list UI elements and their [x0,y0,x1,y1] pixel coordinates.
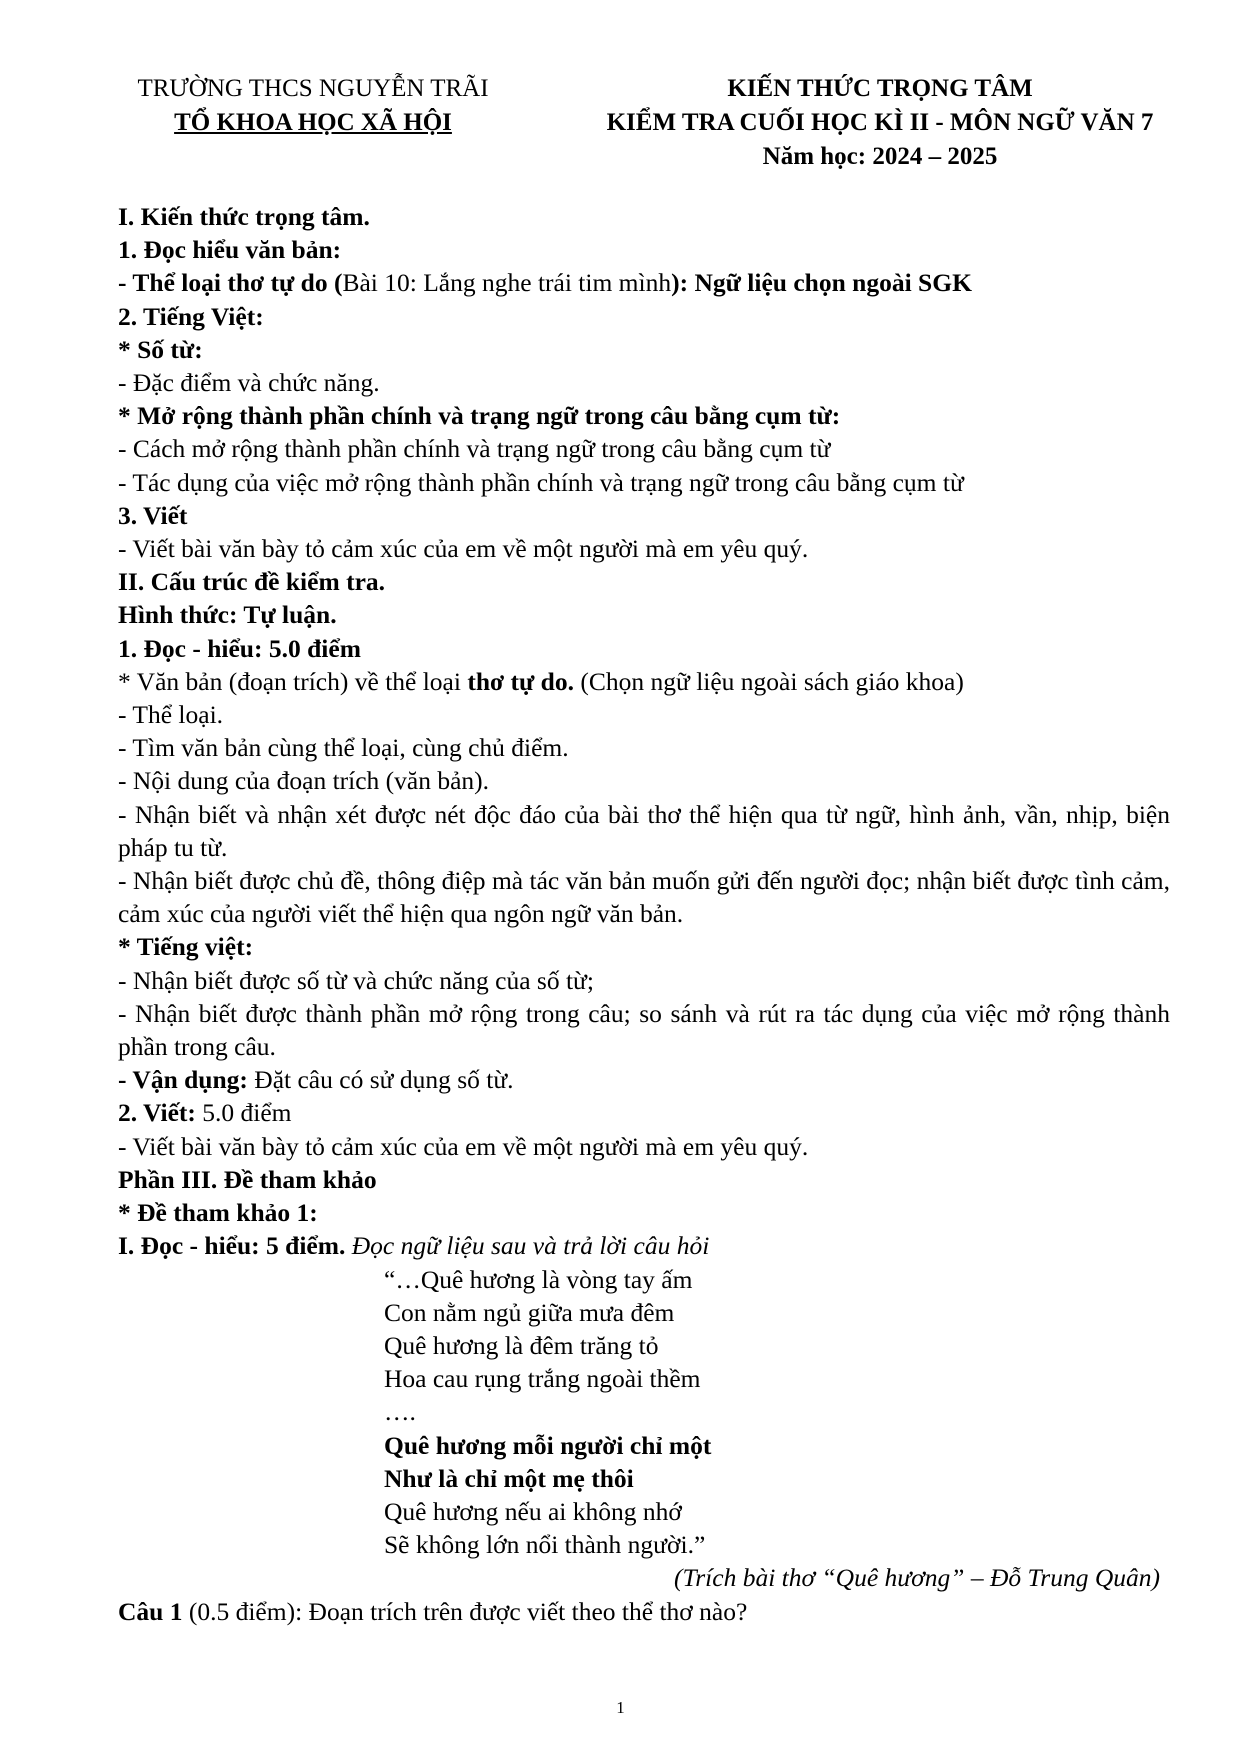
header-right [570,72,1190,174]
section-heading: Phần III. Đề tham khảo [118,1164,377,1194]
form-heading: Hình thức: Tự luận. [118,600,337,630]
text-bold: - Vận dụng: [118,1065,248,1095]
body-line: - Viết bài văn bày tỏ cảm xúc của em về một người mà em yêu quý. [118,534,809,564]
body-line: - Nhận biết được số từ và chức năng của số từ; [118,965,594,995]
topic-heading: * Số từ: [118,334,203,364]
poem-line: Sẽ không lớn nổi thành người.” [384,1530,706,1560]
school-year: Năm học: 2024 – 2025 [762,143,998,170]
poem-line: Quê hương là đêm trăng tỏ [384,1330,659,1360]
school-name: TRƯỜNG THCS NGUYỄN TRÃI [137,75,489,102]
body-paragraph: - Nhận biết được chủ đề, thông điệp mà tác văn bản muốn gửi đến người đọc; nhận biết được tình cảm, cảm xúc của người viết thể hiện qua ngôn ngữ văn bản. [118,866,1170,929]
poem-excerpt [118,1263,1170,1562]
text-bold: - Thể loại thơ tự do ( [118,268,343,298]
body-line [118,1063,1170,1096]
question-1 [118,1595,1170,1628]
body-line: - Cách mở rộng thành phần chính và trạng ngữ trong câu bằng cụm từ [118,434,831,464]
subsection-heading: 3. Viết [118,500,188,530]
body-line [118,1096,1170,1129]
subsection-heading: 2. Tiếng Việt: [118,301,264,331]
text-bold: 2. Viết: [118,1098,196,1128]
poem-line: Con nằm ngủ giữa mưa đêm [384,1297,675,1327]
document-title: KIẾN THỨC TRỌNG TÂM [727,75,1033,102]
text-plain: Đặt câu có sử dụng số từ. [247,1065,514,1095]
text-bold: I. Đọc - hiểu: 5 điểm. [118,1231,346,1261]
poem-line: Như là chỉ một mẹ thôi [384,1463,634,1493]
body-line: - Tác dụng của việc mở rộng thành phần chính và trạng ngữ trong câu bằng cụm từ [118,467,964,497]
poem-line: …. [384,1397,416,1427]
body-line [118,665,1170,698]
poem-line: Quê hương mỗi người chỉ một [384,1430,712,1460]
poem-source: (Trích bài thơ “Quê hương” – Đỗ Trung Quân) [673,1563,1160,1593]
body-line: - Viết bài văn bày tỏ cảm xúc của em về một người mà em yêu quý. [118,1131,809,1161]
question-text: (0.5 điểm): Đoạn trích trên được viết theo thể thơ nào? [182,1596,748,1626]
section-heading: II. Cấu trúc đề kiểm tra. [118,567,386,597]
header-left [118,72,508,140]
poem-line: “…Quê hương là vòng tay ấm [384,1264,693,1294]
text-italic: Đọc ngữ liệu sau và trả lời câu hỏi [345,1231,710,1261]
topic-heading: * Mở rộng thành phần chính và trạng ngữ trong câu bằng cụm từ: [118,401,841,431]
poem-line: Hoa cau rụng trắng ngoài thềm [384,1364,701,1394]
text-bold: thơ tự do. [467,666,574,696]
question-heading [118,1229,1170,1262]
body-line: - Đặc điểm và chức năng. [118,368,380,398]
topic-heading: * Tiếng việt: [118,932,254,962]
document-body [118,200,1170,1628]
body-line [118,266,1170,299]
body-line: - Tìm văn bản cùng thể loại, cùng chủ điểm. [118,733,569,763]
body-line: - Thể loại. [118,700,224,730]
text-plain: * Văn bản (đoạn trích) về thể loại [118,666,468,696]
text-plain: (Chọn ngữ liệu ngoài sách giáo khoa) [574,666,964,696]
section-heading: I. Kiến thức trọng tâm. [118,202,370,231]
reference-heading: * Đề tham khảo 1: [118,1198,318,1228]
body-line: - Nội dung của đoạn trích (văn bản). [118,766,490,796]
text-plain: 5.0 điểm [195,1098,292,1128]
department-name: TỔ KHOA HỌC XÃ HỘI [174,109,452,136]
text-plain: Bài 10: Lắng nghe trái tim mình [342,268,672,298]
text-bold: ): Ngữ liệu chọn ngoài SGK [671,268,972,298]
poem-line: Quê hương nếu ai không nhớ [384,1496,682,1526]
question-label: Câu 1 [118,1596,183,1626]
body-paragraph: - Nhận biết và nhận xét được nét độc đáo của bài thơ thể hiện qua từ ngữ, hình ảnh, vần, nhịp, biện pháp tu từ. [118,799,1170,862]
subsection-heading: 1. Đọc - hiểu: 5.0 điểm [118,633,361,663]
document-subtitle: KIỂM TRA CUỐI HỌC KÌ II - MÔN NGỮ VĂN 7 [606,109,1154,136]
subsection-heading: 1. Đọc hiểu văn bản: [118,235,342,265]
body-paragraph: - Nhận biết được thành phần mở rộng trong câu; so sánh và rút ra tác dụng của việc mở rộng thành phần trong câu. [118,998,1170,1062]
page-number: 1 [616,1698,625,1717]
